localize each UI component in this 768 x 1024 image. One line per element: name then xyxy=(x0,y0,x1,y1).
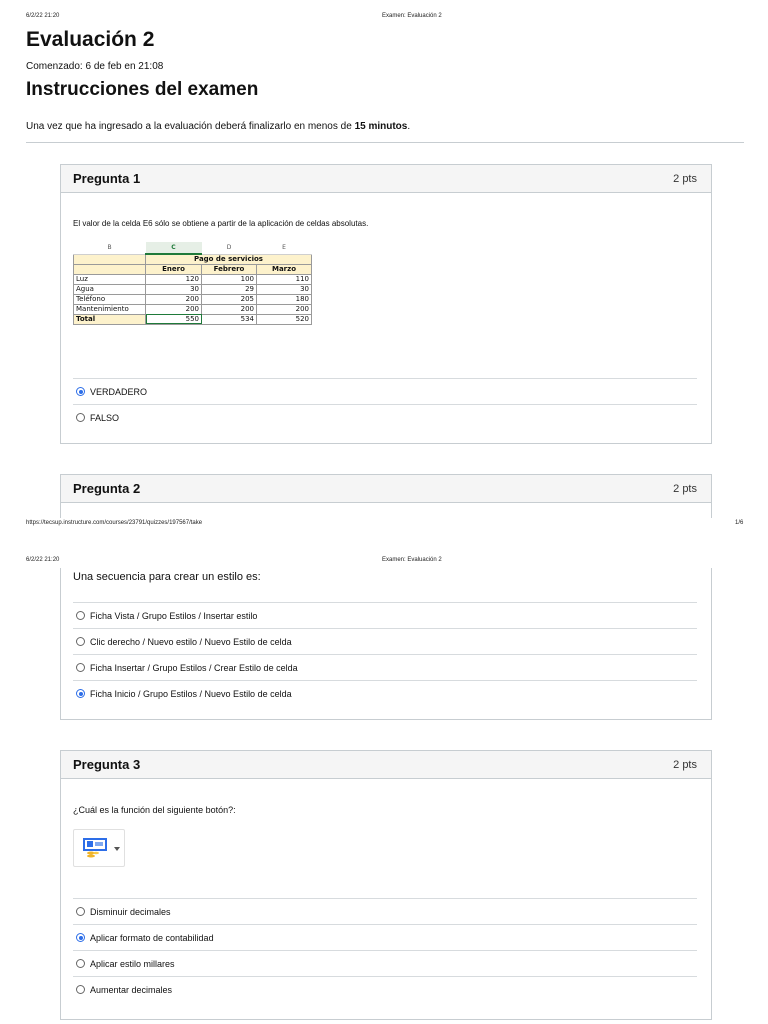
sheet-row xyxy=(74,304,312,314)
cell: 30 xyxy=(257,284,312,294)
row-label: Mantenimiento xyxy=(74,304,146,314)
answer-option[interactable] xyxy=(73,404,697,430)
answer-label: Ficha Inicio / Grupo Estilos / Nuevo Estilo de celda xyxy=(90,688,292,699)
answer-label: VERDADERO xyxy=(90,386,148,397)
radio-icon[interactable] xyxy=(76,637,85,646)
radio-icon[interactable] xyxy=(76,985,85,994)
answer-option[interactable] xyxy=(73,924,697,950)
radio-selected-icon[interactable] xyxy=(76,689,85,698)
cell: 200 xyxy=(146,294,202,304)
instructions-text: Una vez que ha ingresado a la evaluación deberá finalizarlo en menos de 15 minutos. xyxy=(26,121,411,132)
row-label: Luz xyxy=(74,274,146,284)
answer-label: Aplicar estilo millares xyxy=(90,958,175,969)
accounting-format-icon xyxy=(74,830,126,868)
cell: 29 xyxy=(202,284,257,294)
answer-label: Aumentar decimales xyxy=(90,984,173,995)
answer-list xyxy=(73,378,697,430)
sheet-total-row xyxy=(74,314,312,324)
question-header xyxy=(61,751,711,779)
cell: 200 xyxy=(202,304,257,314)
radio-selected-icon[interactable] xyxy=(76,387,85,396)
accounting-format-icon xyxy=(73,829,125,867)
cell: 120 xyxy=(146,274,202,284)
answer-option[interactable] xyxy=(73,378,697,404)
radio-icon[interactable] xyxy=(76,663,85,672)
print-date: 6/2/22 21:20 xyxy=(26,557,60,563)
month-header: Febrero xyxy=(202,264,257,274)
answer-label: Aplicar formato de contabilidad xyxy=(90,932,214,943)
question-points: 2 pts xyxy=(673,482,697,495)
answer-label: Ficha Insertar / Grupo Estilos / Crear Estilo de celda xyxy=(90,662,298,673)
sheet-row xyxy=(74,294,312,304)
col-header: B xyxy=(74,242,146,254)
answer-option[interactable] xyxy=(73,976,697,1002)
question-card-2 xyxy=(60,474,712,518)
started-label: Comenzado: 6 de feb en 21:08 xyxy=(26,61,164,72)
row-label: Total xyxy=(74,314,146,324)
answer-label: FALSO xyxy=(90,412,120,423)
question-title: Pregunta 3 xyxy=(73,757,141,772)
question-text: El valor de la celda E6 sólo se obtiene a partir de la aplicación de celdas absolutas. xyxy=(73,219,369,228)
col-header: D xyxy=(202,242,257,254)
answer-option[interactable] xyxy=(73,654,697,680)
cell: 100 xyxy=(202,274,257,284)
month-header: Marzo xyxy=(257,264,312,274)
question-card-1 xyxy=(60,164,712,444)
answer-list xyxy=(73,898,697,1002)
exam-title: Evaluación 2 xyxy=(26,28,155,51)
print-title: Examen: Evaluación 2 xyxy=(382,13,442,19)
month-header: Enero xyxy=(146,264,202,274)
question-title: Pregunta 2 xyxy=(73,481,141,496)
cell: 180 xyxy=(257,294,312,304)
cell: 205 xyxy=(202,294,257,304)
col-header: C xyxy=(146,242,202,254)
cell: 534 xyxy=(202,314,257,324)
answer-label: Clic derecho / Nuevo estilo / Nuevo Estilo de celda xyxy=(90,636,292,647)
divider xyxy=(26,142,744,143)
time-limit: 15 minutos xyxy=(354,121,408,132)
cell: 110 xyxy=(257,274,312,284)
cell: 520 xyxy=(257,314,312,324)
question-card-2-body xyxy=(60,568,712,720)
answer-option[interactable] xyxy=(73,628,697,654)
radio-icon[interactable] xyxy=(76,413,85,422)
answer-label: Ficha Vista / Grupo Estilos / Insertar estilo xyxy=(90,610,258,621)
cell: 200 xyxy=(146,304,202,314)
radio-selected-icon[interactable] xyxy=(76,933,85,942)
question-text: ¿Cuál es la función del siguiente botón?: xyxy=(73,805,236,815)
answer-option[interactable] xyxy=(73,898,697,924)
instructions-heading: Instrucciones del examen xyxy=(26,79,259,100)
answer-option[interactable] xyxy=(73,602,697,628)
radio-icon[interactable] xyxy=(76,907,85,916)
sheet-title: Pago de servicios xyxy=(146,254,312,264)
print-page-number: 1/6 xyxy=(735,520,744,526)
print-date: 6/2/22 21:20 xyxy=(26,13,60,19)
answer-label: Disminuir decimales xyxy=(90,906,171,917)
answer-option[interactable] xyxy=(73,950,697,976)
cell: 30 xyxy=(146,284,202,294)
row-label: Teléfono xyxy=(74,294,146,304)
answer-option[interactable] xyxy=(73,680,697,706)
row-label: Agua xyxy=(74,284,146,294)
print-url: https://tecsup.instructure.com/courses/23791/quizzes/197567/take xyxy=(26,520,203,526)
sheet-row xyxy=(74,284,312,294)
radio-icon[interactable] xyxy=(76,959,85,968)
col-header: E xyxy=(257,242,312,254)
question-header xyxy=(61,165,711,193)
question-points: 2 pts xyxy=(673,172,697,185)
question-points: 2 pts xyxy=(673,758,697,771)
radio-icon[interactable] xyxy=(76,611,85,620)
cell: 550 xyxy=(146,314,202,324)
question-title: Pregunta 1 xyxy=(73,171,141,186)
answer-list xyxy=(73,602,697,706)
print-title: Examen: Evaluación 2 xyxy=(382,557,442,563)
question-text: Una secuencia para crear un estilo es: xyxy=(73,571,261,583)
sheet-row xyxy=(74,274,312,284)
cell: 200 xyxy=(257,304,312,314)
question-header xyxy=(61,475,711,503)
question-card-3 xyxy=(60,750,712,1020)
spreadsheet-image xyxy=(73,242,312,325)
